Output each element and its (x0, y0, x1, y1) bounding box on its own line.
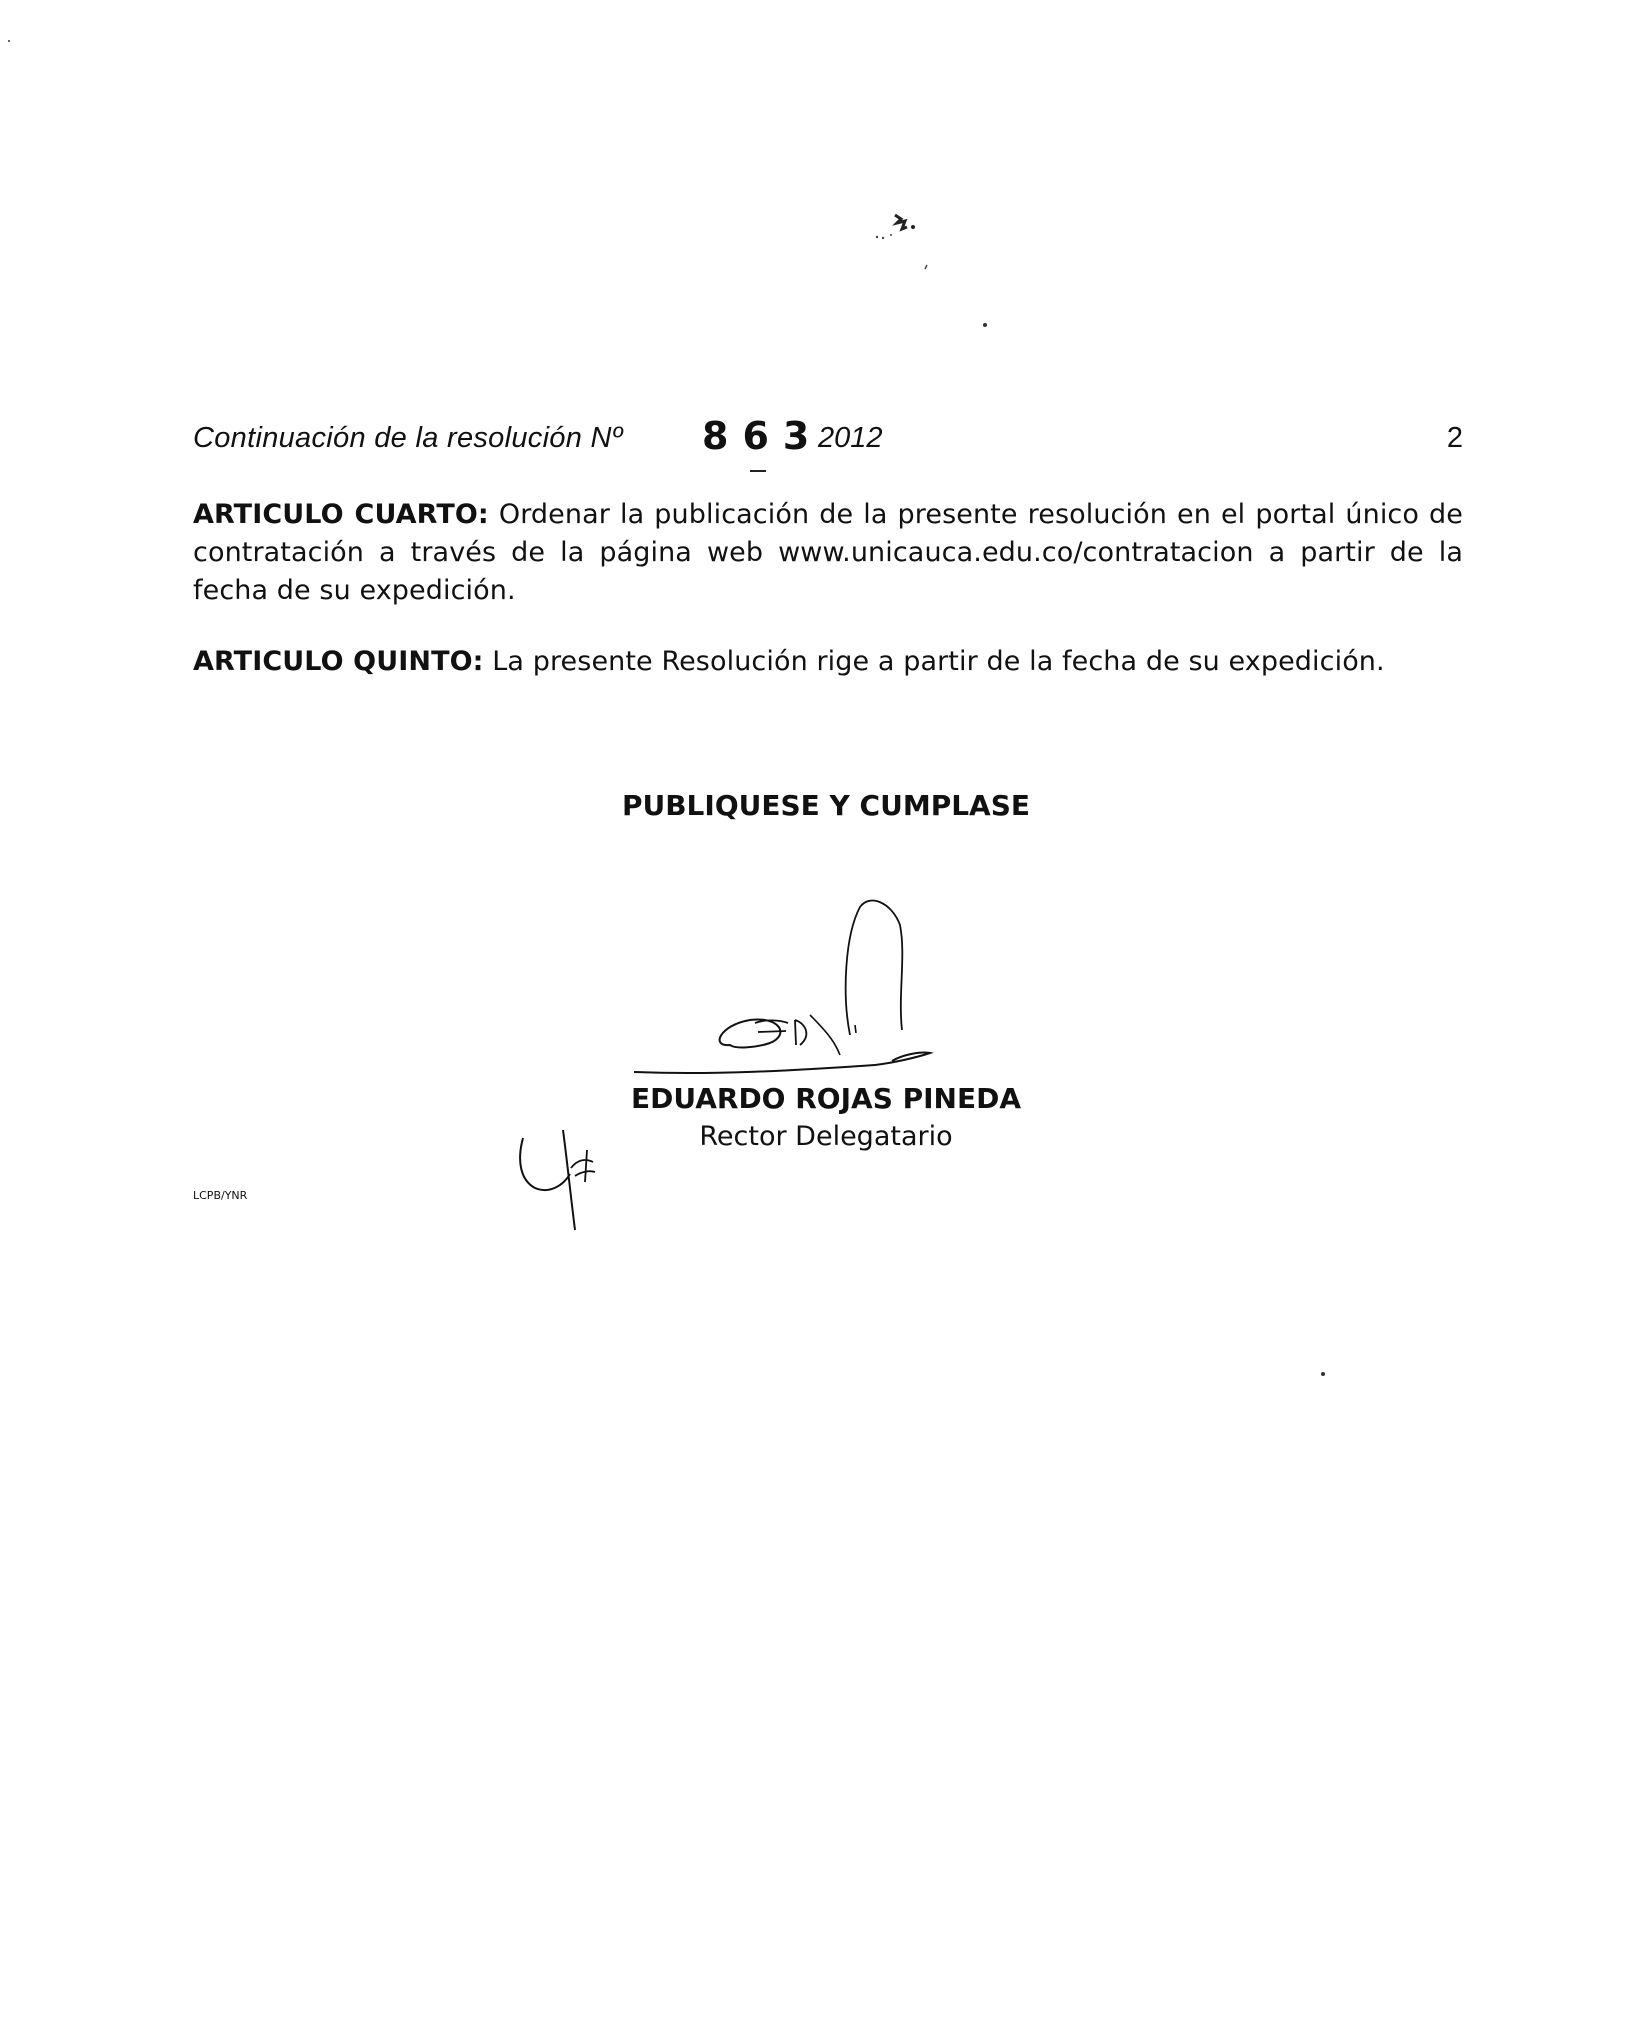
scan-artifact-mark (855, 205, 945, 285)
reference-initials: LCPB/YNR (193, 1189, 248, 1202)
closing-statement: PUBLIQUESE Y CUMPLASE (621, 789, 1031, 822)
article-cuarto (193, 496, 1463, 610)
resolution-header (193, 414, 1463, 466)
number-underline-mark (750, 470, 766, 472)
article-quinto (193, 643, 1463, 681)
article-quinto-label: ARTICULO QUINTO: (193, 646, 484, 677)
header-prefix: Continuación de la resolución Nº (193, 422, 623, 454)
handwritten-signature (630, 895, 950, 1085)
page-number: 2 (1446, 422, 1463, 454)
resolution-year: 2012 (818, 422, 883, 454)
scan-speck (1321, 1372, 1325, 1376)
scan-speck (8, 40, 10, 42)
article-quinto-text: La presente Resolución rige a partir de la fecha de su expedición. (483, 646, 1385, 677)
signer-role: Rector Delegatario (699, 1121, 953, 1152)
scan-speck (983, 323, 987, 327)
article-cuarto-text: Ordenar la publicación de la presente resolución en el portal único de contratación a través de la página web www.unicauca.edu.co/contratacion a partir de la fecha de su expedición. (193, 499, 1463, 606)
article-cuarto-label: ARTICULO CUARTO: (193, 499, 489, 530)
resolution-number: 863 (702, 414, 824, 458)
signer-name: EDUARDO ROJAS PINEDA (630, 1082, 1022, 1115)
